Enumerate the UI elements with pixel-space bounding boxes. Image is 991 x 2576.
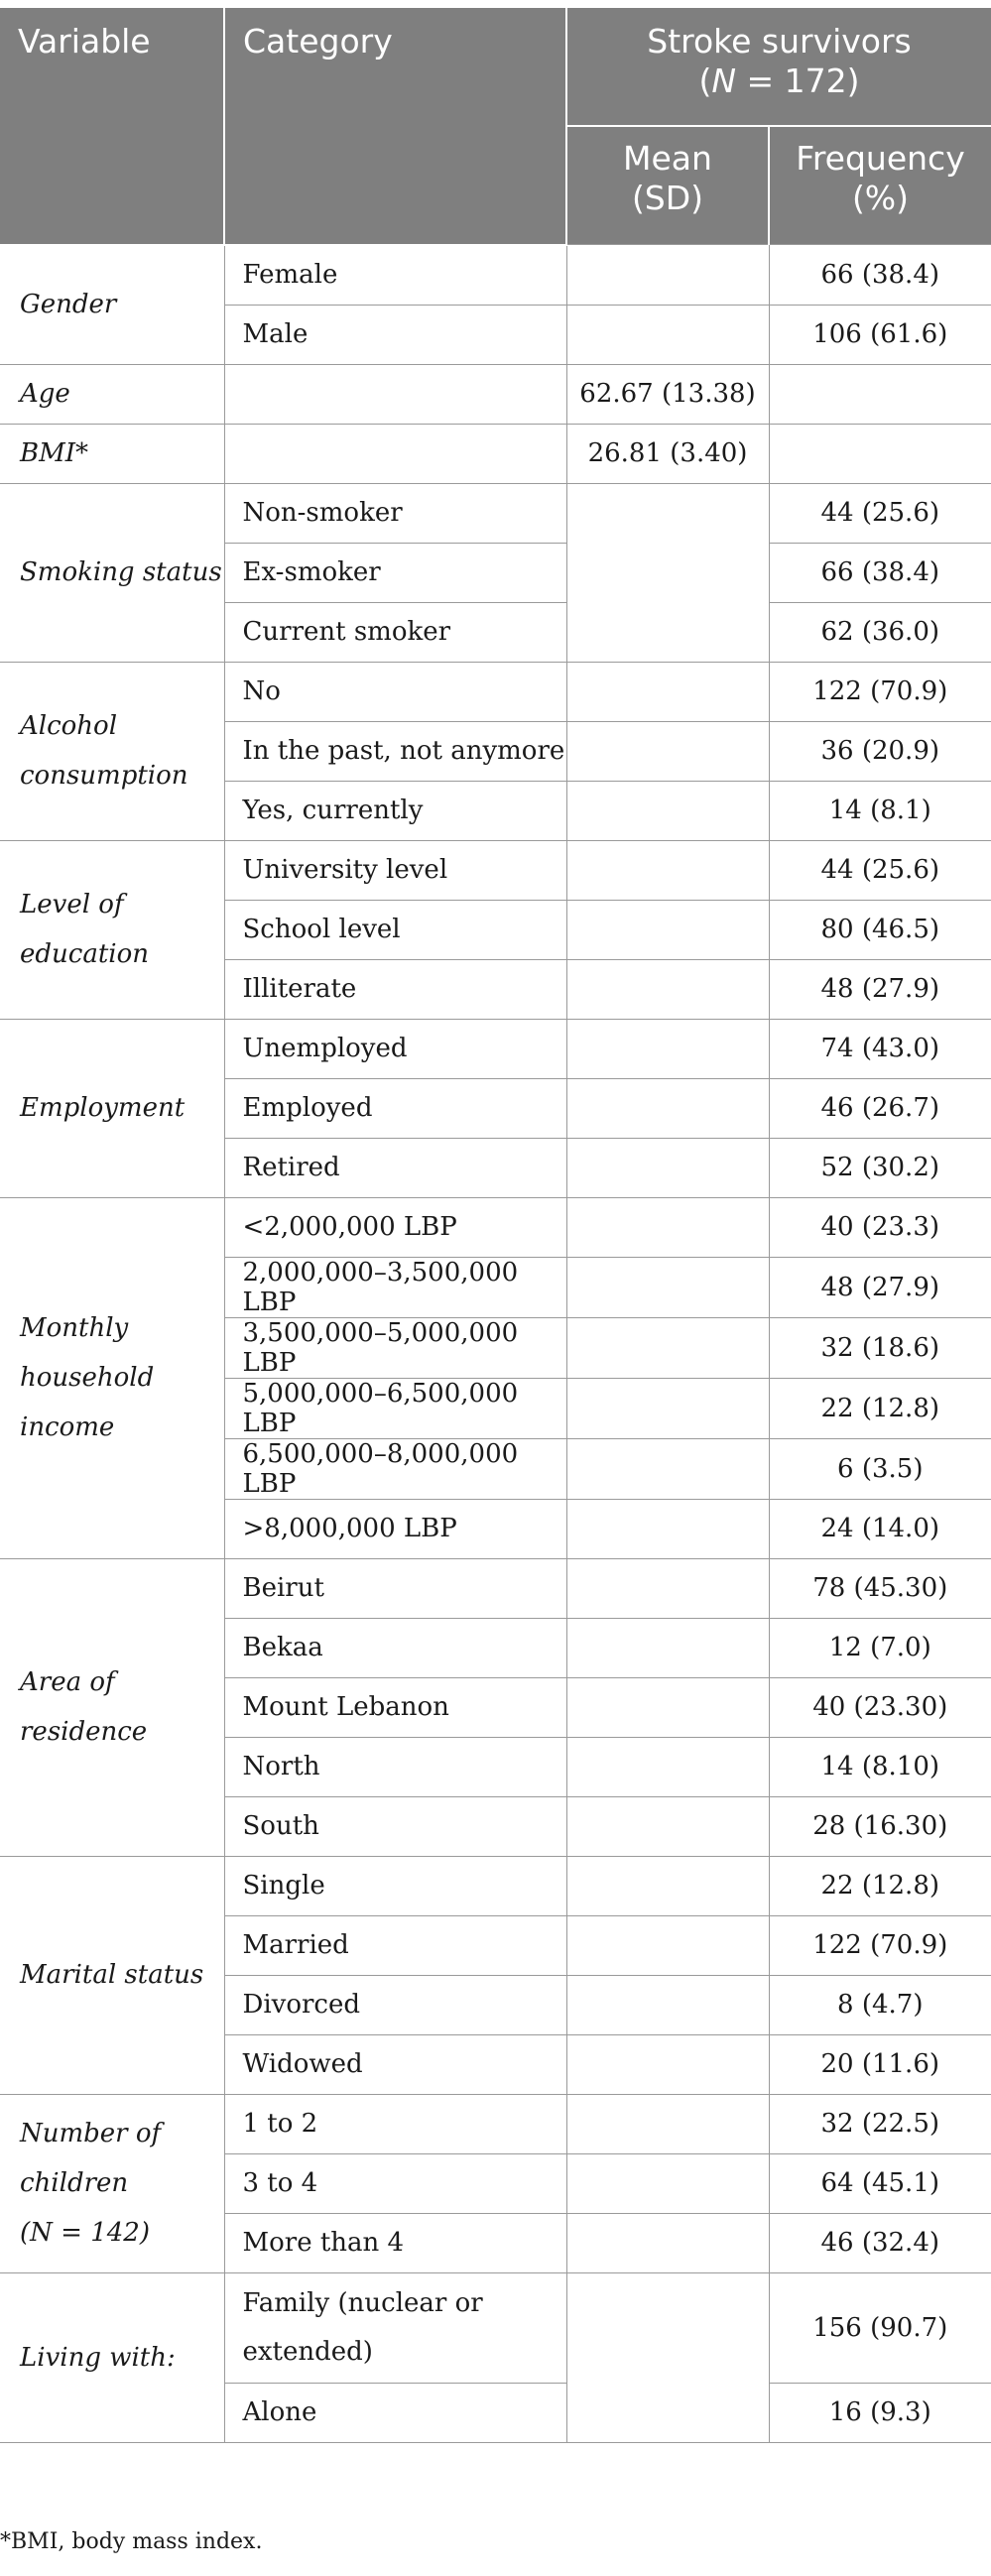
header-frequency: Frequency (%) (769, 126, 991, 245)
table-row (0, 483, 991, 543)
variable-alcohol: Alcohol consumption (0, 662, 224, 840)
frequency-cell: 78 (45.30) (769, 1558, 991, 1618)
mean-cell (566, 840, 769, 900)
frequency-cell: 14 (8.10) (769, 1737, 991, 1796)
mean-cell (566, 1618, 769, 1677)
mean-cell (566, 245, 769, 306)
mean-cell (566, 1915, 769, 1975)
table-body (0, 245, 991, 2443)
variable-gender: Gender (0, 245, 224, 365)
mean-cell (566, 1737, 769, 1796)
mean-cell: 62.67 (13.38) (566, 364, 769, 424)
frequency-cell: 14 (8.1) (769, 781, 991, 840)
category-cell: 5,000,000–6,500,000 LBP (224, 1378, 566, 1438)
variable-bmi: BMI* (0, 424, 224, 483)
category-cell: Female (224, 245, 566, 306)
mean-cell (566, 1378, 769, 1438)
mean-cell (566, 2153, 769, 2213)
header-mean-sd: Mean (SD) (566, 126, 769, 245)
category-cell: 1 to 2 (224, 2094, 566, 2153)
frequency-cell: 66 (38.4) (769, 543, 991, 602)
category-cell: Alone (224, 2383, 566, 2442)
mean-cell (566, 1078, 769, 1138)
category-cell: 3,500,000–5,000,000 LBP (224, 1317, 566, 1378)
frequency-cell: 106 (61.6) (769, 305, 991, 364)
category-cell: Divorced (224, 1975, 566, 2034)
mean-cell (566, 1856, 769, 1915)
category-cell: 2,000,000–3,500,000 LBP (224, 1257, 566, 1317)
category-cell: Bekaa (224, 1618, 566, 1677)
category-cell: North (224, 1737, 566, 1796)
frequency-cell: 32 (18.6) (769, 1317, 991, 1378)
header-group-n: (N = 172) (698, 61, 860, 100)
frequency-cell: 40 (23.3) (769, 1197, 991, 1257)
table-row (0, 1558, 991, 1618)
category-cell: Mount Lebanon (224, 1677, 566, 1737)
category-cell: Non-smoker (224, 483, 566, 543)
category-cell: Beirut (224, 1558, 566, 1618)
mean-cell (566, 2213, 769, 2272)
category-cell: Unemployed (224, 1019, 566, 1078)
category-cell: Married (224, 1915, 566, 1975)
mean-cell (566, 2272, 769, 2442)
category-cell: Employed (224, 1078, 566, 1138)
mean-cell (566, 1138, 769, 1197)
frequency-cell: 12 (7.0) (769, 1618, 991, 1677)
header-category: Category (224, 8, 566, 245)
category-cell: Single (224, 1856, 566, 1915)
table-row (0, 1019, 991, 1078)
variable-residence: Area of residence (0, 1558, 224, 1856)
demographics-table (0, 8, 991, 2443)
frequency-cell: 64 (45.1) (769, 2153, 991, 2213)
category-cell (224, 364, 566, 424)
header-stroke-survivors (566, 8, 991, 126)
frequency-cell: 48 (27.9) (769, 959, 991, 1019)
category-cell: In the past, not anymore (224, 721, 566, 781)
category-cell (224, 424, 566, 483)
variable-income: Monthly household income (0, 1197, 224, 1558)
frequency-cell: 52 (30.2) (769, 1138, 991, 1197)
category-cell: No (224, 662, 566, 721)
mean-cell (566, 1438, 769, 1499)
frequency-cell (769, 424, 991, 483)
category-cell: Family (nuclear or extended) (224, 2272, 566, 2383)
frequency-cell: 20 (11.6) (769, 2034, 991, 2094)
frequency-cell: 28 (16.30) (769, 1796, 991, 1856)
frequency-cell: 66 (38.4) (769, 245, 991, 306)
table-header (0, 8, 991, 245)
variable-employment: Employment (0, 1019, 224, 1197)
frequency-cell: 22 (12.8) (769, 1856, 991, 1915)
category-cell: University level (224, 840, 566, 900)
variable-age: Age (0, 364, 224, 424)
frequency-cell: 44 (25.6) (769, 483, 991, 543)
table-row (0, 662, 991, 721)
category-cell: 6,500,000–8,000,000 LBP (224, 1438, 566, 1499)
variable-living-with: Living with: (0, 2272, 224, 2442)
category-cell: Illiterate (224, 959, 566, 1019)
frequency-cell: 74 (43.0) (769, 1019, 991, 1078)
mean-cell (566, 721, 769, 781)
category-cell: Retired (224, 1138, 566, 1197)
category-cell: 3 to 4 (224, 2153, 566, 2213)
frequency-cell: 46 (32.4) (769, 2213, 991, 2272)
category-cell: South (224, 1796, 566, 1856)
frequency-cell: 80 (46.5) (769, 900, 991, 959)
variable-children: Number of children (N = 142) (0, 2094, 224, 2272)
frequency-cell: 46 (26.7) (769, 1078, 991, 1138)
table-row (0, 2272, 991, 2383)
table-row (0, 245, 991, 306)
mean-cell (566, 1975, 769, 2034)
table-row (0, 424, 991, 483)
table-row (0, 840, 991, 900)
header-variable: Variable (0, 8, 224, 245)
variable-marital: Marital status (0, 1856, 224, 2094)
mean-cell (566, 1317, 769, 1378)
variable-education: Level of education (0, 840, 224, 1019)
frequency-cell: 36 (20.9) (769, 721, 991, 781)
frequency-cell: 122 (70.9) (769, 1915, 991, 1975)
mean-cell (566, 1257, 769, 1317)
mean-cell: 26.81 (3.40) (566, 424, 769, 483)
frequency-cell (769, 364, 991, 424)
frequency-cell: 40 (23.30) (769, 1677, 991, 1737)
mean-cell (566, 1197, 769, 1257)
mean-cell (566, 1796, 769, 1856)
table-row (0, 2094, 991, 2153)
category-cell: Yes, currently (224, 781, 566, 840)
table-footnote: *BMI, body mass index. (0, 2529, 263, 2554)
table-row (0, 1197, 991, 1257)
mean-cell (566, 781, 769, 840)
frequency-cell: 32 (22.5) (769, 2094, 991, 2153)
mean-cell (566, 1677, 769, 1737)
mean-cell (566, 1499, 769, 1558)
category-cell: More than 4 (224, 2213, 566, 2272)
category-cell: Male (224, 305, 566, 364)
table-row (0, 364, 991, 424)
frequency-cell: 6 (3.5) (769, 1438, 991, 1499)
frequency-cell: 62 (36.0) (769, 602, 991, 662)
mean-cell (566, 2094, 769, 2153)
frequency-cell: 22 (12.8) (769, 1378, 991, 1438)
header-group-title: Stroke survivors (647, 22, 912, 61)
mean-cell (566, 1558, 769, 1618)
frequency-cell: 24 (14.0) (769, 1499, 991, 1558)
mean-cell (566, 305, 769, 364)
frequency-cell: 8 (4.7) (769, 1975, 991, 2034)
category-cell: Ex-smoker (224, 543, 566, 602)
category-cell: <2,000,000 LBP (224, 1197, 566, 1257)
frequency-cell: 156 (90.7) (769, 2272, 991, 2383)
category-cell: Widowed (224, 2034, 566, 2094)
category-cell: >8,000,000 LBP (224, 1499, 566, 1558)
frequency-cell: 16 (9.3) (769, 2383, 991, 2442)
frequency-cell: 48 (27.9) (769, 1257, 991, 1317)
mean-cell (566, 900, 769, 959)
variable-smoking: Smoking status (0, 483, 224, 662)
mean-cell (566, 2034, 769, 2094)
table-row (0, 1856, 991, 1915)
mean-cell (566, 483, 769, 662)
table-wrapper (0, 8, 991, 2443)
category-cell: School level (224, 900, 566, 959)
frequency-cell: 122 (70.9) (769, 662, 991, 721)
mean-cell (566, 1019, 769, 1078)
mean-cell (566, 959, 769, 1019)
mean-cell (566, 662, 769, 721)
frequency-cell: 44 (25.6) (769, 840, 991, 900)
category-cell: Current smoker (224, 602, 566, 662)
